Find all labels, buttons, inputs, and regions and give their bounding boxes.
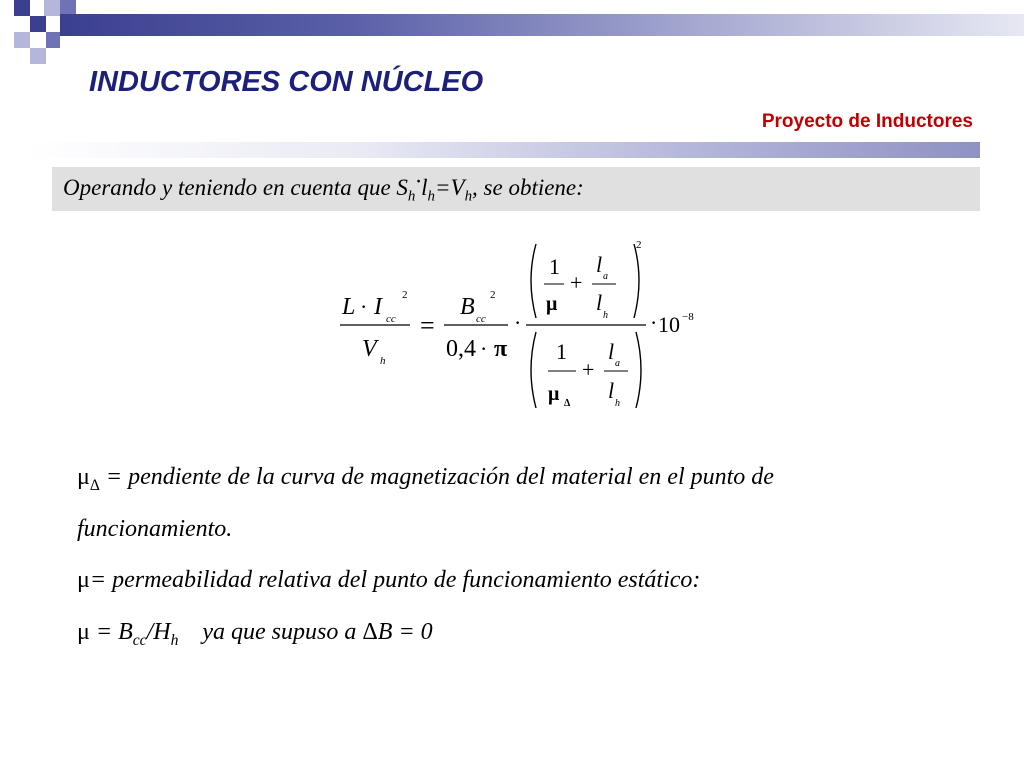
- lhs-I: I: [374, 294, 382, 320]
- bottom-plus: +: [582, 357, 595, 382]
- lhs-h: h: [380, 355, 386, 367]
- outer-square: 2: [636, 239, 642, 251]
- bottom-delta: Δ: [564, 398, 571, 409]
- rhs-cc: cc: [476, 313, 486, 325]
- lhs-V: V: [362, 336, 377, 362]
- definition-mu-delta-cont: funcionamiento.: [77, 516, 233, 542]
- decor-square: [60, 0, 76, 14]
- top-l-a: l: [596, 252, 603, 277]
- paren-right-top: [634, 244, 639, 318]
- rhs-B: B: [460, 294, 475, 320]
- times-dot: ·: [514, 310, 522, 335]
- rhs-square: 2: [490, 289, 496, 301]
- paren-left-bottom: [531, 332, 536, 408]
- lhs-L: L: [342, 294, 356, 320]
- rhs-denominator-dot: ·: [480, 336, 488, 361]
- bottom-l-a: l: [608, 339, 615, 364]
- decor-square: [30, 48, 46, 64]
- ten: 10: [658, 312, 680, 337]
- header-gradient-bar: [60, 14, 1024, 36]
- paren-left-top: [531, 244, 536, 318]
- decor-square: [44, 0, 60, 16]
- bottom-sub-h: h: [615, 398, 620, 409]
- bottom-l-h: l: [608, 378, 615, 403]
- divider-gradient-bar: [28, 142, 980, 158]
- top-sub-h: h: [603, 310, 608, 321]
- definition-mu-delta: $\mu_\Delta$ = pendiente de la curva de magnetización del material en el punto de: [77, 464, 774, 494]
- decor-square: [30, 16, 46, 32]
- lhs-dot: ·: [360, 294, 368, 319]
- top-mu: μ: [546, 293, 558, 315]
- slide-subtitle: Proyecto de Inductores: [761, 111, 973, 132]
- top-l-h: l: [596, 290, 603, 315]
- decor-square: [14, 0, 30, 16]
- paren-right-bottom: [636, 332, 641, 408]
- top-one: 1: [549, 254, 560, 279]
- bottom-one: 1: [556, 339, 567, 364]
- intro-sentence: Operando y teniendo en cuenta que $S_h\cdot l_h=V_h$, se obtiene:: [63, 169, 584, 205]
- bottom-sub-a: a: [615, 358, 620, 369]
- equals-sign: =: [420, 311, 435, 340]
- top-plus: +: [570, 270, 583, 295]
- lhs-square: 2: [402, 289, 408, 301]
- top-sub-a: a: [603, 271, 608, 282]
- rhs-denominator: 0,4: [446, 336, 476, 362]
- definition-mu-equation: $\mu = B_{cc}/H_h$ ya que supuso a ΔB = 0: [77, 619, 433, 649]
- tail-dot: ·: [650, 310, 658, 335]
- decor-square: [46, 32, 60, 48]
- bottom-mu: μ: [548, 383, 560, 405]
- inductance-formula: [320, 232, 720, 416]
- exponent: −8: [682, 311, 694, 323]
- definition-mu: μ= permeabilidad relativa del punto de funcionamiento estático:: [77, 567, 701, 593]
- lhs-cc: cc: [386, 313, 396, 325]
- pi-symbol: π: [494, 336, 508, 362]
- slide-title: INDUCTORES CON NÚCLEO: [89, 66, 484, 98]
- decor-square: [14, 32, 30, 48]
